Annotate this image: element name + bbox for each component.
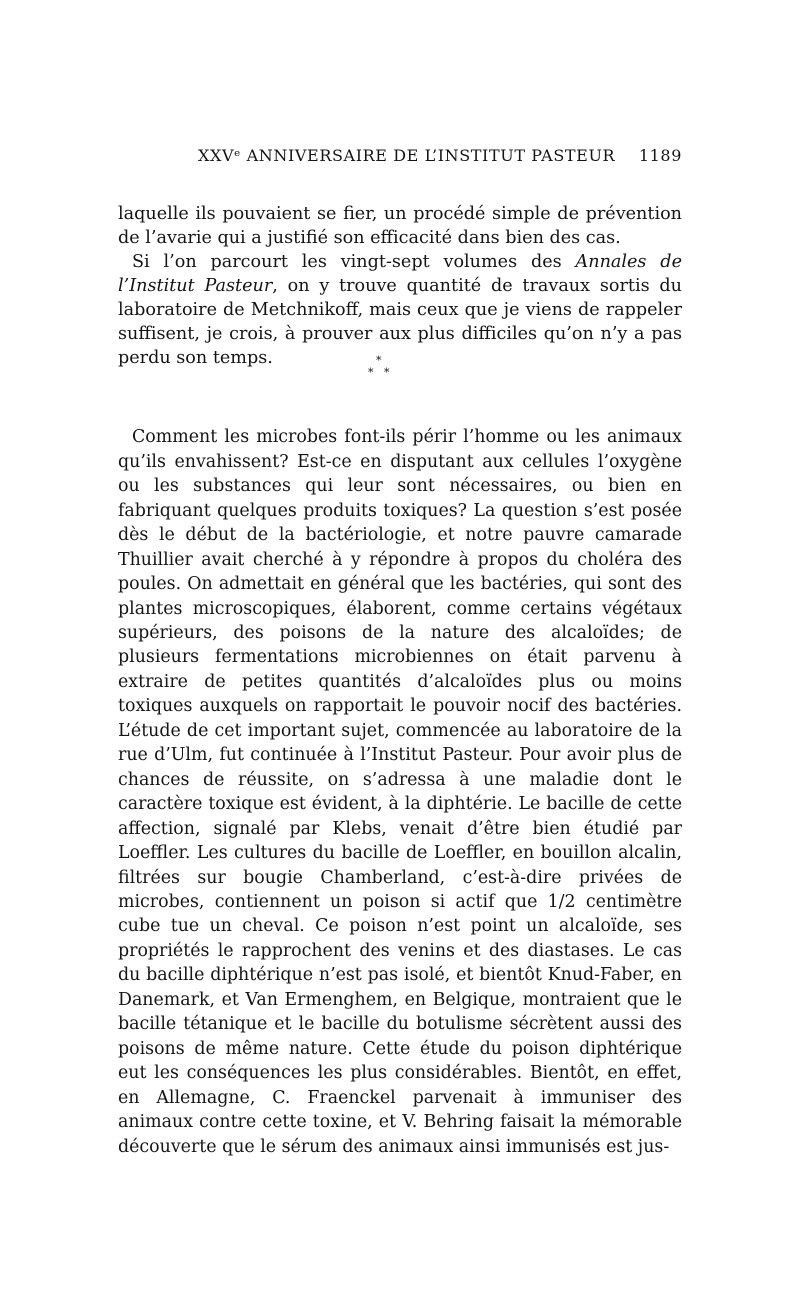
paragraph-toxins: Comment les microbes font-ils périr l’homme ou les animaux qu’ils envahissent? Est-ce en disputant aux cellules l’oxygène ou les substances qui leur sont nécessaires, ou bien en fabriquant quelques produits toxiques? La question s’est posée dès le début de la bactériologie, et notre pauvre camarade Thuillier avait cherché à y répondre à propos du choléra des poules. On admettait en général que les bactéries, qui sont des plantes microscopiques, élaborent, comme certains végétaux supérieurs, des poisons de la nature des alcaloïdes; de plusieurs fermentations microbiennes on était parvenu à extraire de petites quantités d’alcaloïdes plus ou moins toxiques auxquels on rapportait le pouvoir nocif des bactéries. L’étude de cet important sujet, commencée au laboratoire de la rue d’Ulm, fut continuée à l’Institut Pasteur. Pour avoir plus de chances de réussite, on s’adressa à une maladie dont le caractère toxique est évident, à la diphtérie. Le bacille de cette affection, signalé par Klebs, venait d’être bien étudié par Loeffler. Les cultures du bacille de Loeffler, en bouillon alcalin, filtrées sur bougie Chamberland, c’est-à-dire privées de microbes, contiennent un poison si actif que 1/2 centimètre cube tue un cheval. Ce poison n’est point un alcaloïde, ses propriétés le rapprochent des venins et des diastases. Le cas du bacille diphtérique n’est pas isolé, et bientôt Knud-Faber, en Danemark, et Van Ermenghem, en Belgique, montraient que le bacille tétanique et le bacille du botulisme sécrètent aussi des poisons de même nature. Cette étude du poison diphtérique eut les conséquences les plus considérables. Bientôt, en effet, en Allemagne, C. Fraenckel parvenait à immuniser des animaux contre cette toxine, et V. Behring faisait la mémorable découverte que le sérum des animaux ainsi immunisés est jus- bbox=[118, 427, 682, 1157]
running-title: XXVᵉ ANNIVERSAIRE DE L’INSTITUT PASTEUR bbox=[198, 146, 616, 165]
paragraph-annales-text-end: , on y trouve quantité de travaux sortis du laboratoire de Metchnikoff, mais ceux que je viens de rappeler suffisent, je crois, à prouver aux plus difficiles qu’on n’y a pas perdu son temps. bbox=[118, 275, 682, 369]
asterism-star: * bbox=[384, 366, 390, 379]
paragraph-annales bbox=[118, 250, 682, 371]
paragraph-continuation: laquelle ils pouvaient se fier, un procédé simple de prévention de l’avarie qui a justifié son efficacité dans bien des cas. bbox=[118, 203, 682, 248]
asterism-divider bbox=[362, 355, 402, 385]
asterism-star: * bbox=[368, 366, 374, 379]
journal-title: Annales de l’Institut Pasteur bbox=[118, 251, 682, 296]
paragraph-annales-text-start: Si l’on parcourt les vingt-sept volumes des bbox=[132, 251, 576, 272]
page-number: 1189 bbox=[638, 146, 682, 165]
asterism-star: * bbox=[376, 354, 382, 367]
running-head bbox=[198, 146, 682, 170]
